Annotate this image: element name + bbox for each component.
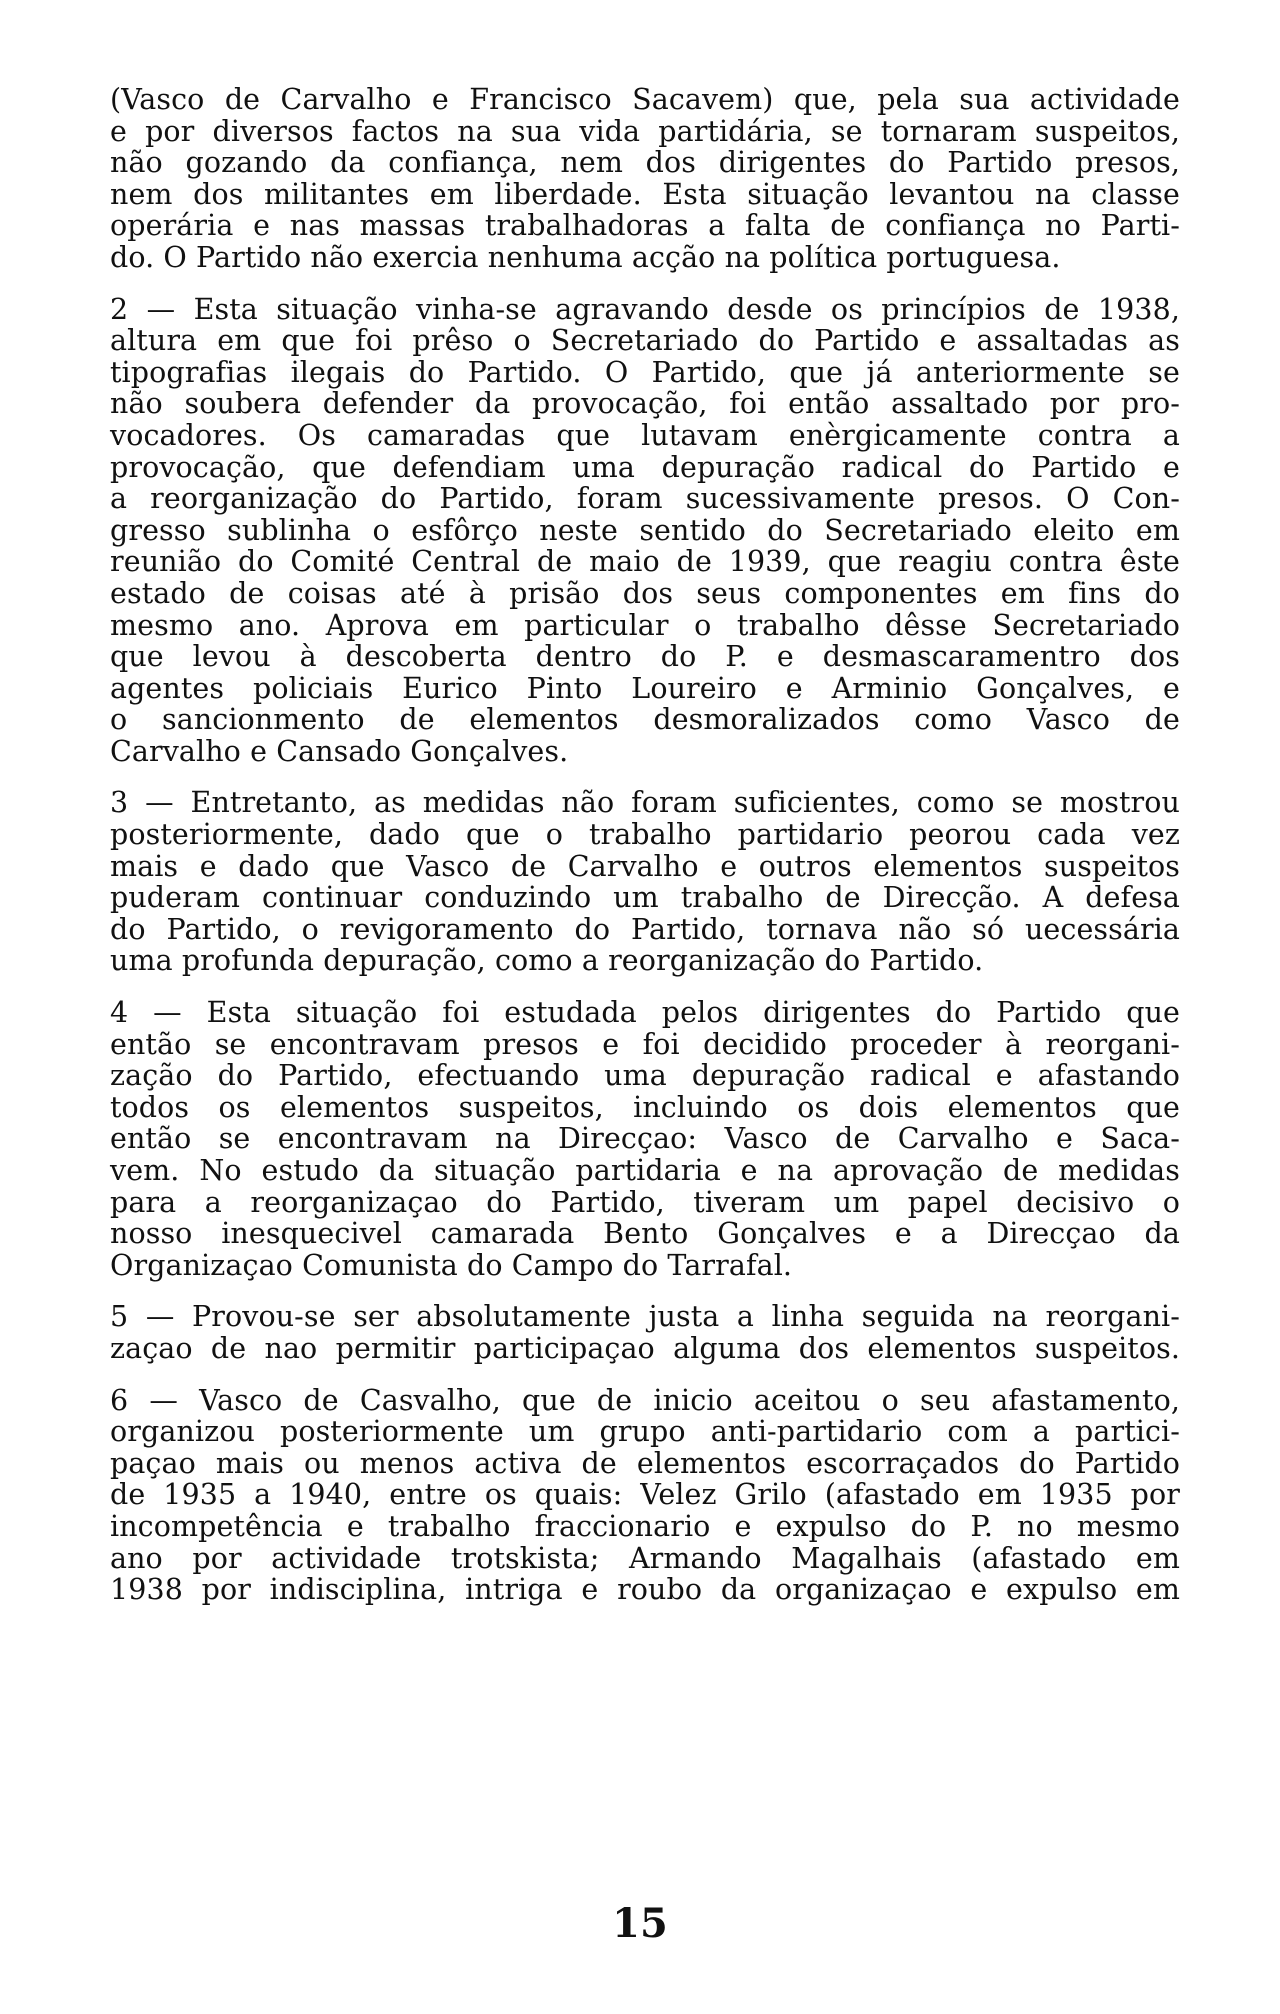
body-text <box>110 84 1180 1626</box>
page-number: 15 <box>612 1900 668 1947</box>
text-line: uma profunda depuração, como a reorganização do Partido. <box>110 944 984 978</box>
text-line: 6 — Vasco de Casvalho, que de inicio aceitou o seu afastamento, <box>110 1383 1180 1417</box>
text-line: gresso sublinha o esfôrço neste sentido do Secretariado eleito em <box>110 513 1180 547</box>
text-line: mesmo ano. Aprova em particular o trabalho dêsse Secretariado <box>110 608 1180 642</box>
text-line: operária e nas massas trabalhadoras a falta de confiança no Parti- <box>110 209 1180 243</box>
paragraph-intro <box>110 84 1180 274</box>
paragraph-6 <box>110 1385 1180 1606</box>
text-line: o sancionmento de elementos desmoralizados como Vasco de <box>110 703 1180 737</box>
text-line: nem dos militantes em liberdade. Esta situação levantou na classe <box>110 177 1180 211</box>
text-line: altura em que foi prêso o Secretariado do Partido e assaltadas as <box>110 324 1180 358</box>
text-line: vocadores. Os camaradas que lutavam enèrgicamente contra a <box>110 418 1180 452</box>
text-line: todos os elementos suspeitos, incluindo os dois elementos que <box>110 1090 1180 1124</box>
text-line: (Vasco de Carvalho e Francisco Sacavem) que, pela sua actividade <box>110 83 1180 116</box>
text-line: do. O Partido não exercia nenhuma acção na política portuguesa. <box>110 240 1061 274</box>
text-line: 1938 por indisciplina, intriga e roubo da organizaçao e expulso em <box>110 1573 1180 1607</box>
text-line: organizou posteriormente um grupo anti-partidario com a partici- <box>110 1415 1180 1449</box>
text-line: nosso inesquecivel camarada Bento Gonçalves e a Direcçao da <box>110 1217 1180 1251</box>
text-line: incompetência e trabalho fraccionario e expulso do P. no mesmo <box>110 1509 1180 1543</box>
paragraph-3 <box>110 787 1180 977</box>
text-line: para a reorganizaçao do Partido, tiveram um papel decisivo o <box>110 1185 1180 1219</box>
text-line: do Partido, o revigoramento do Partido, tornava não só uecessária <box>110 912 1180 946</box>
text-line: então se encontravam na Direcçao: Vasco de Carvalho e Saca- <box>110 1122 1180 1156</box>
paragraph-2 <box>110 294 1180 768</box>
text-line: 3 — Entretanto, as medidas não foram suficientes, como se mostrou <box>110 786 1180 820</box>
text-line: de 1935 a 1940, entre os quais: Velez Grilo (afastado em 1935 por <box>110 1478 1180 1512</box>
text-line: não soubera defender da provocação, foi então assaltado por pro- <box>110 387 1180 421</box>
text-line: zação do Partido, efectuando uma depuração radical e afastando <box>110 1059 1180 1093</box>
text-line: provocação, que defendiam uma depuração radical do Partido e <box>110 450 1180 484</box>
text-line: ano por actividade trotskista; Armando Magalhais (afastado em <box>110 1541 1180 1575</box>
text-line: a reorganização do Partido, foram sucessivamente presos. O Con- <box>110 482 1180 516</box>
text-line: reunião do Comité Central de maio de 1939, que reagiu contra êste <box>110 545 1180 579</box>
text-line: puderam continuar conduzindo um trabalho de Direcção. A defesa <box>110 881 1180 915</box>
paragraph-5 <box>110 1301 1180 1364</box>
text-line: zaçao de nao permitir participaçao alguma dos elementos suspeitos. <box>110 1331 1180 1365</box>
text-line: Carvalho e Cansado Gonçalves. <box>110 734 569 768</box>
text-line: posteriormente, dado que o trabalho partidario peorou cada vez <box>110 818 1180 852</box>
text-line: paçao mais ou menos activa de elementos escorraçados do Partido <box>110 1446 1180 1480</box>
text-line: não gozando da confiança, nem dos dirigentes do Partido presos, <box>110 146 1180 180</box>
text-line: Organizaçao Comunista do Campo do Tarrafal. <box>110 1248 793 1282</box>
text-line: agentes policiais Eurico Pinto Loureiro e Arminio Gonçalves, e <box>110 671 1180 705</box>
paragraph-4 <box>110 997 1180 1281</box>
text-line: mais e dado que Vasco de Carvalho e outros elementos suspeitos <box>110 849 1180 883</box>
text-line: vem. No estudo da situação partidaria e na aprovação de medidas <box>110 1154 1180 1187</box>
text-line: 2 — Esta situação vinha-se agravando desde os princípios de 1938, <box>110 292 1180 326</box>
text-line: que levou à descoberta dentro do P. e desmascaramentro dos <box>110 640 1180 674</box>
text-line: 4 — Esta situação foi estudada pelos dirigentes do Partido que <box>110 996 1180 1030</box>
text-line: tipografias ilegais do Partido. O Partido, que já anteriormente se <box>110 355 1180 389</box>
text-line: 5 — Provou-se ser absolutamente justa a linha seguida na reorgani- <box>110 1300 1180 1334</box>
text-line: estado de coisas até à prisão dos seus componentes em fins do <box>110 576 1180 610</box>
text-line: então se encontravam presos e foi decidido proceder à reorgani- <box>110 1027 1180 1061</box>
text-line: e por diversos factos na sua vida partidária, se tornaram suspeitos, <box>110 114 1180 148</box>
